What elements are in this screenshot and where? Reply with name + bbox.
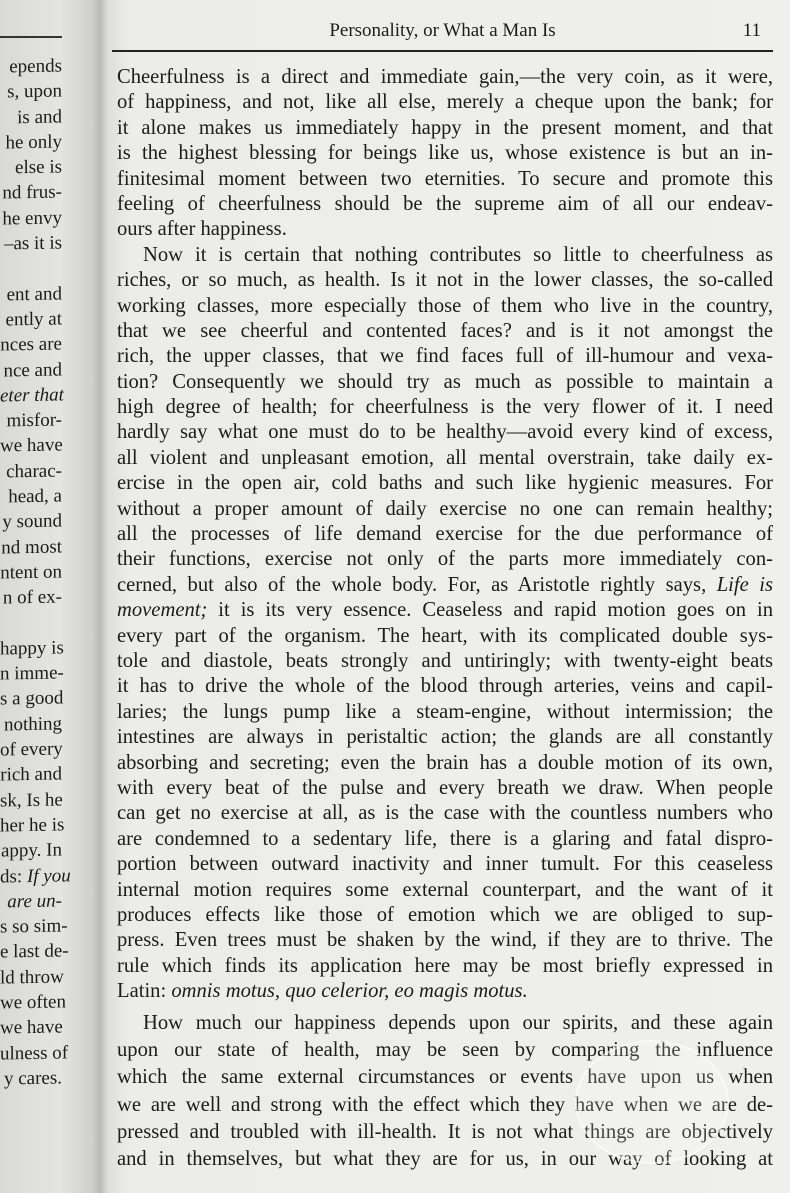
text-line [117, 573, 773, 598]
text-segment: upon our state of health, may be seen by comparing the influence [117, 1038, 773, 1061]
facing-page-text: sk, Is he [0, 789, 63, 812]
text-segment: it is its very essence. Ceaseless and rapid motion goes on in [207, 599, 773, 622]
text-line [117, 954, 773, 979]
facing-page-line [0, 686, 62, 712]
facing-page-text: else is [15, 156, 62, 179]
text-segment: tion? Consequently we should try as much as possible to maintain a [117, 370, 773, 393]
facing-page-line [0, 180, 62, 206]
facing-page-text: is and [17, 106, 62, 128]
facing-page-text: we have [0, 1016, 63, 1039]
text-line [117, 903, 773, 928]
page-header [112, 18, 773, 48]
facing-page-text: we have [0, 434, 63, 457]
facing-page-line [0, 256, 62, 282]
facing-page-line [0, 888, 62, 914]
facing-page-text: ently at [5, 308, 62, 331]
text-line [117, 852, 773, 877]
facing-page-line [0, 484, 62, 510]
body-text [117, 65, 773, 1174]
facing-page-line [0, 711, 62, 737]
text-line [117, 395, 773, 420]
text-segment: are condemned to a sedentary life, there is a glaring and fatal dispro- [117, 827, 773, 850]
text-segment: pressed and troubled with ill-health. It is not what things are objectively [117, 1121, 773, 1144]
facing-page-fragment [0, 54, 71, 1091]
text-line [117, 598, 773, 623]
text-segment: and in themselves, but what they are for us, in our way of looking at [117, 1148, 773, 1171]
text-segment: with every beat of the pulse and every breath we draw. When people [117, 776, 773, 799]
facing-page-text: nce and [3, 359, 62, 382]
text-segment: rich, the upper classes, that we find faces full of ill-humour and vexa- [117, 345, 773, 368]
text-segment: that we see cheerful and contented faces? and is it not amongst the [117, 319, 773, 342]
text-segment: hardly say what one must do to be healthy—avoid every kind of excess, [117, 421, 773, 444]
text-line [117, 420, 773, 445]
facing-page-text: epends [9, 55, 62, 78]
facing-page-text: eter that [0, 384, 64, 407]
text-line [117, 294, 773, 319]
text-segment: intestines are always in peristaltic action; the glands are all constantly [117, 726, 773, 749]
watermark-stamp [575, 1040, 729, 1164]
facing-page-line [0, 838, 62, 864]
facing-page-text: s a good [0, 687, 64, 710]
text-segment: finitesimal moment between two eternities. To secure and promote this [117, 167, 773, 190]
text-line [117, 725, 773, 750]
facing-page-text: of every [0, 738, 63, 761]
text-segment: laries; the lungs pump like a steam-engine, without intermission; the [117, 700, 773, 723]
facing-page-text: nces are [0, 333, 62, 356]
text-segment: absorbing and secreting; even the brain has a double motion of its own, [117, 751, 773, 774]
text-segment: it alone makes us immediately happy in the present moment, and that [117, 116, 773, 139]
facing-page-text: ntent on [0, 561, 62, 584]
text-line [117, 192, 773, 217]
facing-page-text: he only [5, 131, 62, 154]
text-line [117, 243, 773, 268]
facing-page-line [0, 155, 62, 181]
text-segment: we are well and strong with the effect which they have when we are de- [117, 1093, 773, 1116]
facing-page-text: misfor- [6, 409, 62, 432]
facing-page-line [0, 661, 62, 687]
text-segment: tole and diastole, beats strongly and untiringly; with twenty-eight beats [117, 649, 773, 672]
facing-page-line [0, 1015, 62, 1041]
facing-page-line [0, 1065, 62, 1091]
facing-page-text: he envy [2, 207, 62, 230]
facing-page-line [0, 458, 62, 484]
text-segment: produces effects like those of emotion which we are obliged to sup- [117, 903, 773, 926]
text-line [117, 674, 773, 699]
text-line [117, 65, 773, 90]
text-line [117, 268, 773, 293]
facing-page-text: n imme- [0, 662, 64, 685]
text-line [117, 751, 773, 776]
text-line [117, 547, 773, 572]
text-segment: ercise in the open air, cold baths and such like hygienic measures. For [117, 472, 773, 495]
text-line [117, 446, 773, 471]
text-segment: feeling of cheerfulness should be the supreme aim of all our endeav- [117, 192, 773, 215]
italic-text: omnis motus, quo celerior, eo magis motus. [171, 980, 528, 1003]
facing-page-text: rich and [0, 763, 62, 786]
italic-text: movement; [117, 599, 208, 622]
text-line [117, 167, 773, 192]
facing-page-line [0, 812, 65, 838]
italic-text: Life is [716, 573, 773, 596]
facing-page-line [0, 1040, 69, 1066]
text-segment: Cheerfulness is a direct and immediate gain,—the very coin, as it were, [117, 66, 773, 88]
facing-page-line [0, 534, 62, 560]
text-segment: it has to drive the whole of the blood through arteries, veins and capil- [117, 675, 773, 698]
text-segment: of happiness, and not, like all else, merely a cheque upon the bank; for [117, 91, 773, 114]
facing-page-line [0, 964, 62, 990]
page-number: 11 [742, 20, 761, 41]
text-segment: can get no exercise at all, as is the case with the countless numbers who [117, 802, 773, 825]
facing-page-line [0, 408, 62, 434]
facing-page-line [0, 382, 62, 408]
facing-page-line [0, 306, 62, 332]
text-line [117, 878, 773, 903]
text-line [117, 471, 773, 496]
facing-page-text: ulness of [0, 1041, 69, 1065]
header-rule [112, 50, 773, 52]
text-line [117, 497, 773, 522]
text-line [117, 141, 773, 166]
facing-page-line [0, 762, 62, 788]
facing-page-line [0, 559, 62, 585]
facing-page-text: head, a [8, 485, 62, 508]
facing-page-line [0, 989, 66, 1015]
facing-page-line [0, 433, 62, 459]
text-line [117, 370, 773, 395]
facing-page-line [0, 635, 62, 661]
text-segment: internal motion requires some external counterpart, and the want of it [117, 878, 773, 901]
facing-page-line [0, 610, 62, 636]
facing-page-line [0, 357, 62, 383]
text-segment: without a proper amount of daily exercise no one can remain healthy; [117, 497, 773, 520]
text-line [117, 319, 773, 344]
text-segment: Latin: [117, 980, 172, 1003]
facing-page-text: nd frus- [2, 181, 62, 204]
facing-page-line [0, 231, 62, 257]
facing-page-text: y cares. [3, 1067, 62, 1090]
facing-page-text: y sound [2, 510, 62, 533]
text-line [117, 522, 773, 547]
text-line [117, 116, 773, 141]
facing-page-line [0, 53, 62, 79]
text-segment: high degree of health; for cheerfulness is the very flower of it. I need [117, 396, 773, 419]
facing-page-line [0, 863, 71, 889]
facing-page-text: n of ex- [2, 586, 62, 609]
text-segment: is the highest blessing for beings like us, whose existence is but an in- [117, 142, 773, 165]
text-segment: Now it is certain that nothing contributes so little to cheerfulness as [143, 243, 773, 266]
facing-page-text: e last de- [0, 940, 69, 963]
facing-page-line [0, 585, 62, 611]
facing-page-line [0, 939, 69, 965]
facing-page-line [0, 736, 62, 762]
text-segment: rule which finds its application here may be most briefly expressed in [117, 954, 773, 977]
text-line [117, 700, 773, 725]
facing-page-text: ent and [6, 283, 62, 306]
text-segment: How much our happiness depends upon our spirits, and these again [143, 1012, 773, 1035]
text-segment: ours after happiness. [117, 218, 287, 241]
text-line [117, 90, 773, 115]
facing-page-line [0, 787, 62, 813]
facing-page-line [0, 509, 62, 535]
text-line [117, 624, 773, 649]
text-segment: which the same external circumstances or events have upon us when [117, 1066, 773, 1089]
text-line [117, 217, 773, 242]
left-page-header-rule [0, 36, 62, 38]
text-segment: every part of the organism. The heart, with its complicated double sys- [117, 624, 773, 647]
facing-page-text: nothing [3, 713, 62, 736]
text-segment: cerned, but also of the whole body. For, as Aristotle rightly says, [117, 573, 717, 596]
text-line [117, 979, 773, 1004]
facing-page-text: happy is [0, 637, 64, 660]
text-line [117, 344, 773, 369]
facing-page-text: nd most [1, 536, 62, 559]
facing-page-text: we often [0, 991, 66, 1014]
facing-page-text: ds: [0, 865, 27, 888]
facing-page-text: charac- [6, 460, 62, 483]
facing-page-line [0, 914, 68, 940]
facing-page-text: ld throw [0, 966, 64, 989]
text-segment: press. Even trees must be shaken by the wind, if they are to thrive. The [117, 929, 773, 952]
text-segment: working classes, more especially those of them who live in the country, [117, 294, 773, 317]
text-line [117, 776, 773, 801]
facing-page-line [0, 281, 62, 307]
text-line [117, 649, 773, 674]
text-segment: their functions, exercise not only of the parts more immediately con- [117, 548, 773, 571]
facing-page-line [0, 332, 62, 358]
text-line [117, 827, 773, 852]
facing-page-line [0, 79, 62, 105]
facing-page-text-italic: If you [26, 864, 71, 887]
facing-page-line [0, 205, 62, 231]
facing-page-text: s so sim- [0, 915, 68, 938]
facing-page-text: are un- [7, 890, 62, 913]
text-segment: all violent and unpleasant emotion, all mental overstrain, take daily ex- [117, 446, 773, 469]
text-line [117, 801, 773, 826]
text-line [117, 1011, 773, 1036]
text-line [117, 928, 773, 953]
facing-page-text: her he is [0, 814, 65, 837]
text-segment: riches, or so much, as health. Is it not in the lower classes, the so-called [117, 269, 773, 292]
text-segment: portion between outward inactivity and inner tumult. For this ceaseless [117, 853, 773, 876]
facing-page-line [0, 129, 62, 155]
running-title: Personality, or What a Man Is [329, 20, 556, 41]
facing-page-line [0, 104, 62, 130]
facing-page-text: s, upon [7, 80, 62, 103]
facing-page-text: –as it is [3, 232, 62, 255]
text-segment: all the processes of life demand exercise for the due performance of [117, 523, 773, 546]
facing-page-text: appy. In [0, 839, 62, 862]
